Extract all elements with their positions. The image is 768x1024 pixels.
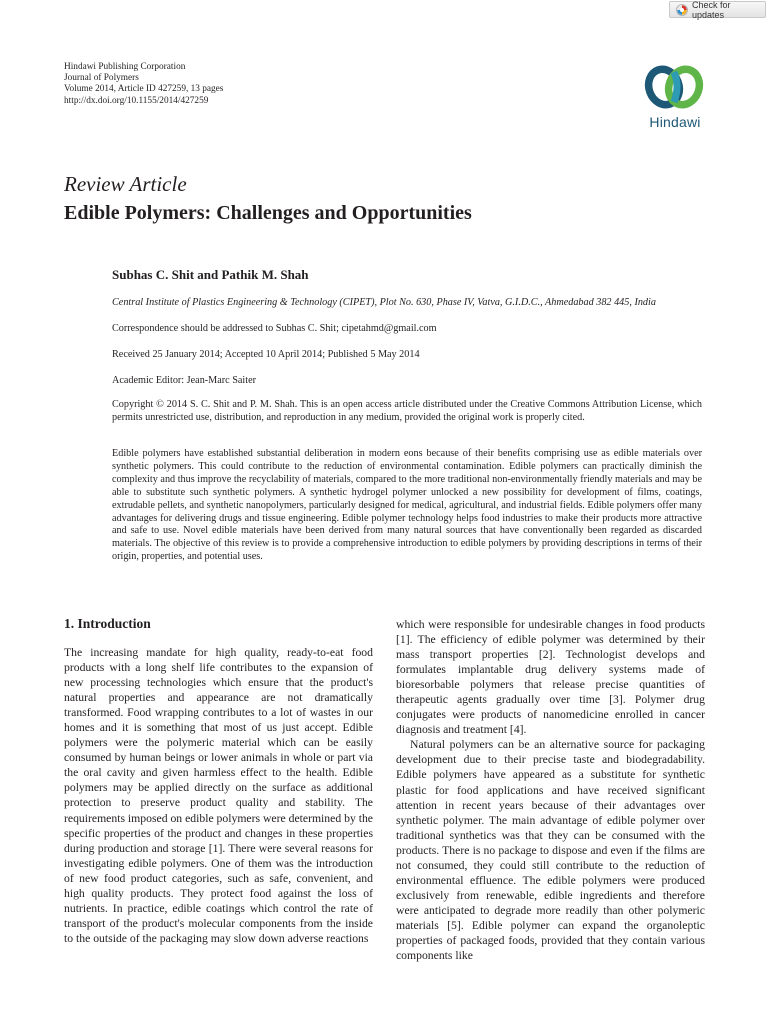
article-type: Review Article [64,172,187,196]
check-for-updates-button[interactable] [669,1,766,18]
journal-header [64,62,223,107]
abstract: Edible polymers have established substantial deliberation in modern eons because of their benefits comprising use as edible materials over synthetic polymers. This could contribute to the reduction of environmental contamination. Edible polymers can practically diminish the complexity and thus improve the recyclability of materials, compared to the more traditional non-environmentally friendly materials and may be able to substitute such synthetic polymers. A synthetic hydrogel polymer unlocked a new possibility for development of films, coatings, extrudable pellets, and synthetic nanopolymers, particularly designed for medical, agricultural, and industrial fields. Edible polymers offer many advantages for delivering drugs and tissue engineering. Edible polymer technology helps food industries to make their products more attractive and safe to use. Novel edible materials have been derived from many natural sources that have conventionally been regarded as discarded materials. The objective of this review is to provide a comprehensive introduction to edible polymers by providing descriptions in terms of their origin, properties, and potential uses. [112,448,702,563]
body-column-left [64,645,373,946]
affiliation: Central Institute of Plastics Engineering & Technology (CIPET), Plot No. 630, Phase IV, Vatva, G.I.D.C., Ahmedabad 382 445, India [112,297,656,308]
publication-dates: Received 25 January 2014; Accepted 10 April 2014; Published 5 May 2014 [112,349,420,360]
body-column-right [396,617,705,963]
volume-info: Volume 2014, Article ID 427259, 13 pages [64,84,224,95]
academic-editor: Academic Editor: Jean-Marc Saiter [112,375,256,386]
authors: Subhas C. Shit and Pathik M. Shah [112,267,309,282]
copyright-notice: Copyright © 2014 S. C. Shit and P. M. Shah. This is an open access article distributed under the Creative Commons Attribution License, which permits unrestricted use, distribution, and reproduction in any medium, provided the original work is properly cited. [112,399,702,423]
doi-link[interactable]: http://dx.doi.org/10.1155/2014/427259 [64,95,209,106]
journal-name: Journal of Polymers [64,73,139,84]
paragraph: which were responsible for undesirable changes in food products [1]. The efficiency of edible polymer was determined by their mass transport properties [2]. Technologist develops and formulates implantable drug delivery systems made of bioresorbable polymers that release precise quantities of therapeutic agents gradually over time [3]. Polymer drug conjugates were products of nanomedicine enrolled in cancer diagnosis and treatment [4]. [396,618,705,737]
paper-title: Edible Polymers: Challenges and Opportunities [64,202,472,224]
paragraph: Natural polymers can be an alternative source for packaging development due to their precise taste and biodegradability. Edible polymers have appeared as a substitute for synthetic plastic for food applications and have received significant attention in recent years because of their advantages over synthetic polymer. The main advantage of edible polymer over traditional synthetics was that they can be consumed with the products. There is no package to dispose and even if the films are not consumed, they could still contribute to the reduction of environmental effluence. The edible polymers were produced exclusively from renewable, edible ingredients and therefore were anticipated to degrade more readily than other polymeric materials [5]. Edible polymer can expand the organoleptic properties of packaged foods, provided that they contain various components like [396,738,705,963]
check-updates-icon [676,4,688,16]
section-heading-introduction: 1. Introduction [64,616,151,631]
check-for-updates-label: Check for updates [692,0,731,20]
correspondence: Correspondence should be addressed to Subhas C. Shit; cipetahmd@gmail.com [112,323,437,334]
publisher-name: Hindawi Publishing Corporation [64,62,186,72]
hindawi-logo-text: Hindawi [649,114,701,130]
paragraph: The increasing mandate for high quality, ready-to-eat food products with a long shelf life contributes to the expansion of new processing technologies which ensure that the product's natural properties and appearance are not dramatically transformed. Food wrapping contributes to a lot of wastes in our homes and it is something that most of us just accept. Edible polymers were the polymeric material which can be easily consumed by human beings or lower animals in whole or part via the oral cavity and given harmless effect to the health. Edible polymers may be applied directly on the surface as additional protection to preserve product quality and stability. The requirements imposed on edible polymers were determined by the specific properties of the product and changes in these properties during production and storage [1]. There were several reasons for investigating edible polymers. One of them was the introduction of new food product categories, such as safe, convenient, and high quality products. They protect food against the loss of nutrients. In practice, edible coatings which control the rate of transport of the product's molecular components from the inside to the outside of the packaging may slow down adverse reactions [64,646,373,945]
